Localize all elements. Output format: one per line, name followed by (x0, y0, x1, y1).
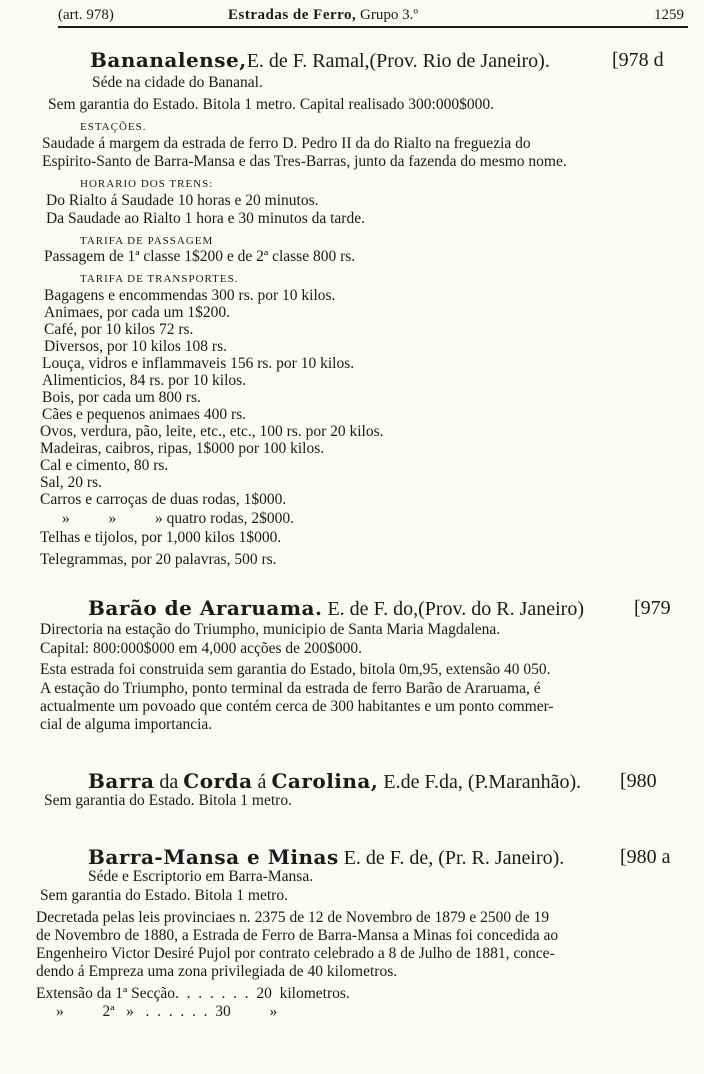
text-line: Sal, 20 rs. (40, 474, 102, 491)
text-line: Animaes, por cada um 1$200. (44, 304, 230, 321)
text-line: Passagem de 1ª classe 1$200 e de 2ª classe 800 rs. (44, 248, 356, 265)
text-line: » » » quatro rodas, 2$000. (62, 510, 295, 527)
text-line: A estação do Triumpho, ponto terminal da estrada de ferro Barão de Araruama, é (40, 680, 541, 697)
text-line: Engenheiro Victor Desiré Pujol por contrato celebrado a 8 de Julho de 1881, conce- (36, 945, 555, 962)
text-line: Séde e Escriptorio em Barra-Mansa. (88, 868, 314, 885)
text-line: Esta estrada foi construida sem garantia do Estado, bitola 0m,95, extensão 40 050. (40, 661, 551, 678)
subheading: ESTAÇÕES. (80, 121, 147, 133)
text-line: Cal e cimento, 80 rs. (40, 457, 169, 474)
text-line: Carros e carroças de duas rodas, 1$000. (40, 491, 287, 508)
text-line: » 2ª » . . . . . . 30 » (56, 1003, 278, 1020)
text-line: Sem garantia do Estado. Bitola 1 metro. Capital realisado 300:000$000. (48, 96, 494, 113)
text-line: Ovos, verdura, pão, leite, etc., etc., 100 rs. por 20 kilos. (40, 423, 384, 440)
subheading: TARIFA DE PASSAGEM (80, 235, 214, 247)
page-number: 1259 (654, 7, 684, 23)
subheading: HORARIO DOS TRENS: (80, 178, 214, 190)
text-line: Decretada pelas leis provinciaes n. 2375 de 12 de Novembro de 1879 e 2500 de 19 (36, 909, 550, 926)
entry-number: [978 d (612, 49, 664, 71)
text-line: Telhas e tijolos, por 1,000 kilos 1$000. (40, 529, 282, 546)
entry-title: Barra-Mansa e Minas E. de F. de, (Pr. R. Janeiro). (88, 845, 565, 869)
text-line: Sem garantia do Estado. Bitola 1 metro. (40, 887, 288, 904)
text-line: Saudade á margem da estrada de ferro D. Pedro II da do Rialto na freguezia do (42, 135, 531, 152)
text-line: Bois, por cada um 800 rs. (42, 389, 201, 406)
text-line: Diversos, por 10 kilos 108 rs. (44, 338, 227, 355)
entry-number: [979 (634, 597, 671, 619)
text-line: Bagagens e encommendas 300 rs. por 10 kilos. (44, 287, 336, 304)
entry-number: [980 a (620, 846, 671, 868)
text-line: Telegrammas, por 20 palavras, 500 rs. (40, 551, 277, 568)
text-line: Café, por 10 kilos 72 rs. (44, 321, 194, 338)
section-title: Estradas de Ferro, Grupo 3.º (228, 7, 419, 23)
text-line: Madeiras, caibros, ripas, 1$000 por 100 kilos. (40, 440, 325, 457)
entry-number: [980 (620, 770, 657, 792)
text-line: Séde na cidade do Bananal. (92, 74, 263, 91)
entry-title: Barão de Araruama. E. de F. do,(Prov. do R. Janeiro) (88, 596, 584, 620)
text-line: Louça, vidros e inflammaveis 156 rs. por 10 kilos. (42, 355, 355, 372)
running-header (58, 4, 688, 28)
text-line: Espirito-Santo de Barra-Mansa e das Tres-Barras, junto da fazenda do mesmo nome. (42, 153, 567, 170)
text-line: Capital: 800:000$000 em 4,000 acções de 200$000. (40, 640, 362, 657)
text-line: actualmente um povoado que contém cerca de 300 habitantes e um ponto commer- (40, 698, 554, 715)
entry-title: Bananalense,E. de F. Ramal,(Prov. Rio de Janeiro). (90, 48, 550, 72)
text-line: Cães e pequenos animaes 400 rs. (42, 406, 247, 423)
text-line: dendo á Empreza uma zona privilegiada de 40 kilometros. (36, 963, 398, 980)
subheading: TARIFA DE TRANSPORTES. (80, 273, 239, 285)
article-ref: (art. 978) (58, 7, 114, 23)
text-line: de Novembro de 1880, a Estrada de Ferro de Barra-Mansa a Minas foi concedida ao (36, 927, 559, 944)
text-line: Da Saudade ao Rialto 1 hora e 30 minutos da tarde. (46, 210, 365, 227)
text-line: Directoria na estação do Triumpho, municipio de Santa Maria Magdalena. (40, 621, 501, 638)
text-line: cial de alguma importancia. (40, 716, 213, 733)
text-line: Alimenticios, 84 rs. por 10 kilos. (42, 372, 247, 389)
text-line: Extensão da 1ª Secção. . . . . . . 20 kilometros. (36, 985, 350, 1002)
entry-title: Barra da Corda á Carolina, E.de F.da, (P.Maranhão). (88, 769, 582, 793)
text-line: Do Rialto á Saudade 10 horas e 20 minutos. (46, 192, 319, 209)
text-line: Sem garantia do Estado. Bitola 1 metro. (44, 792, 292, 809)
